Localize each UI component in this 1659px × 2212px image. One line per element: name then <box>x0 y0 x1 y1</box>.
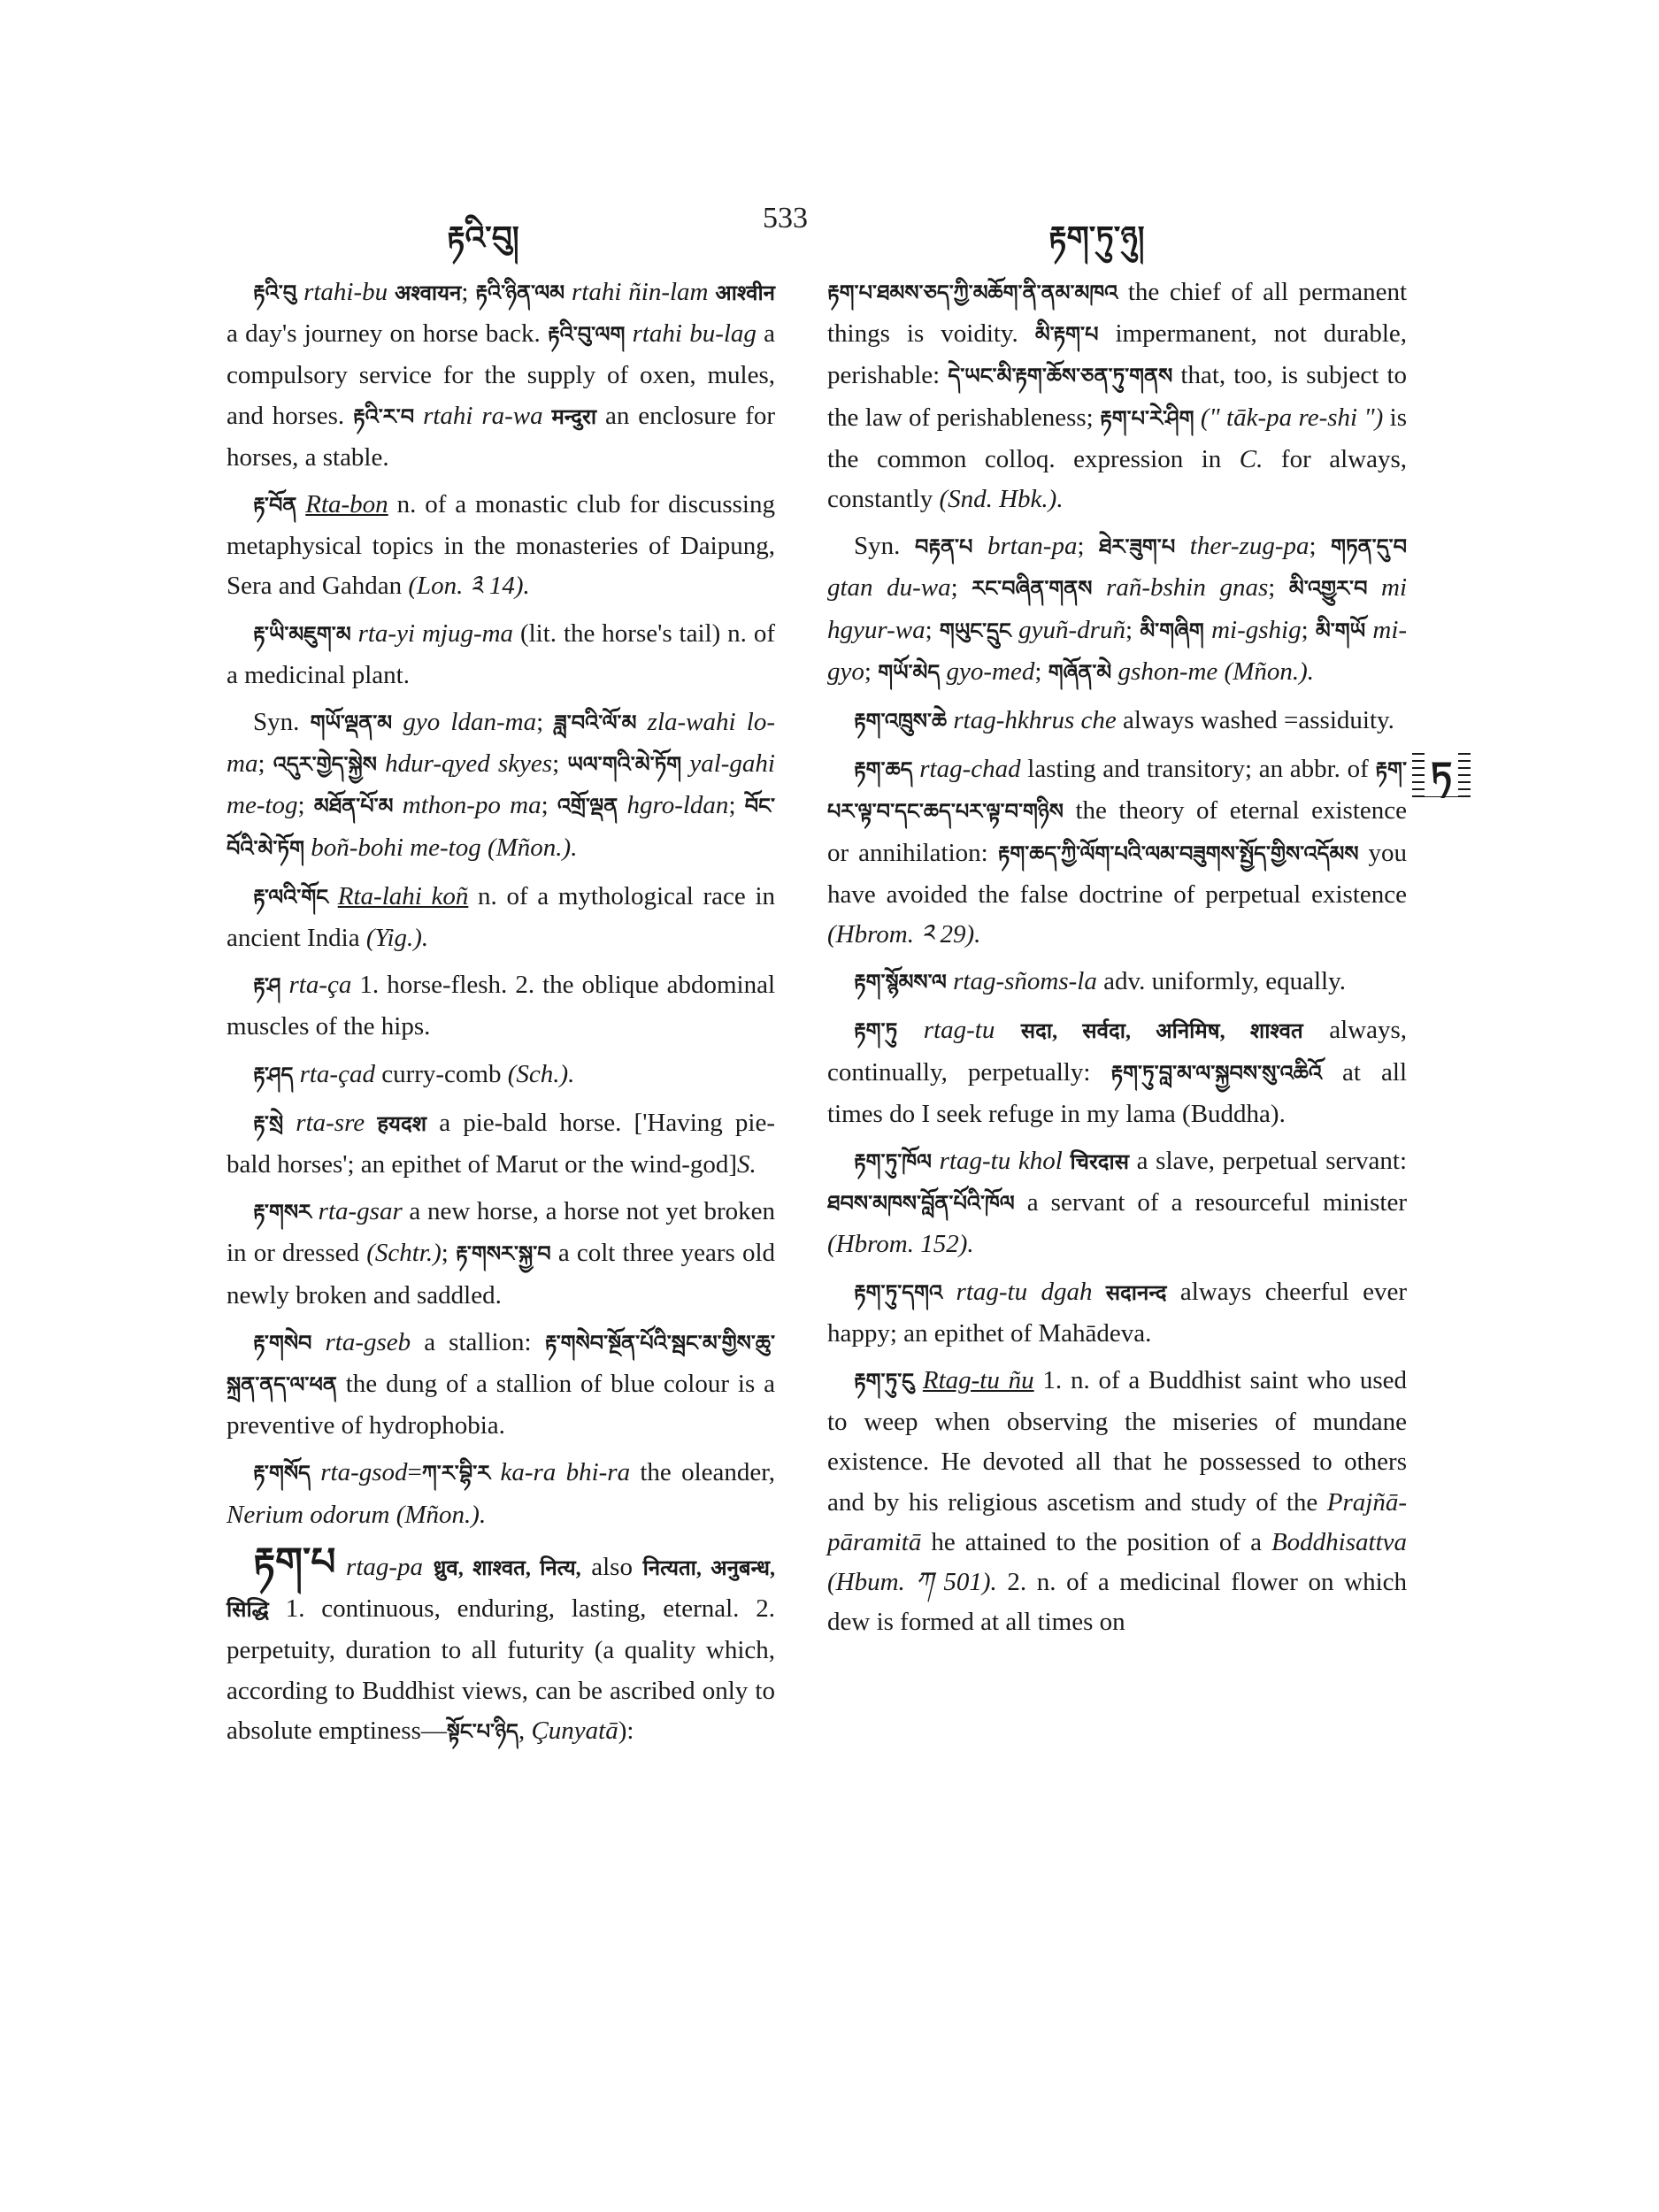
entry-rtag-snoms-la: རྟག་སྙོམས་ལ rtag-sñoms-la adv. uniformly, equally. <box>854 967 1346 996</box>
entry-rtag-tu: རྟག་ཏུ rtag-tu सदा, सर्वदा, अनिमिष, शाश्वत always, continually, perpetually: རྟག་ཏུ་བླ་མ་ལ་སྐྱབས་སུ་འཆིའོ at all times do I seek refuge in my lama (Buddha). <box>827 1016 1408 1128</box>
page-number: 533 <box>763 202 808 234</box>
header-left-headword: རྟའི་བུ། <box>447 219 519 257</box>
entry-rtahi-bu: རྟའི་བུ rtahi-bu अश्वायन; རྟའི་ཉིན་ལམ rtahi ñin-lam आश्वीन a day's journey on horse back. རྟའི་བུ་ལག rtahi bu-lag a compulsory service for the supply of oxen, mules, and horses. རྟའི་ར་བ rtahi ra-wa मन्दुरा an enclosure for horses, a stable. <box>227 278 776 472</box>
entry-syn-rtag-pa: Syn. བརྟན་པ brtan-pa; ཐེར་ཟུག་པ ther-zug-pa; གཏན་དུ་བ gtan du-wa; རང་བཞིན་གནས rañ-bshin gnas; མི་འགྱུར་བ mi hgyur-wa; གཡུང་དྲུང gyuñ-druñ; མི་གཞིག mi-gshig; མི་གཡོ mi-gyo; གཡོ་མེད gyo-med; གཞོན་མེ gshon-me (Mñon.). <box>827 532 1408 686</box>
left-column <box>227 273 775 1760</box>
entry-rta-cad: རྟ་ཤད rta-çad curry-comb (Sch.). <box>253 1059 575 1088</box>
thumb-index-letter: ཏ <box>1430 754 1453 798</box>
right-column <box>827 273 1407 1650</box>
entry-rta-bon: རྟ་བོན Rta-bon n. of a monastic club for discussing metaphysical topics in the monasteries of Daipung, Sera and Gahdan (Lon. ༣ 14). <box>227 490 775 601</box>
entry-rta-lahi-kon: རྟ་ལའི་གོང Rta-lahi koñ n. of a mythological race in ancient India (Yig.). <box>227 881 776 953</box>
entry-rtag-chad: རྟག་ཆད rtag-chad lasting and transitory; an abbr. of རྟག་པར་ལྟ་བ་དང་ཆད་པར་ལྟ་བ་གཉིས the theory of eternal existence or annihilation: རྟག་ཆད་ཀྱི་ལོག་པའི་ལམ་བཟུགས་སྤྱོད་གྱིས་འདོམས you have avoided the false doctrine of perpetual existence (Hbrom. ༢ 29). <box>827 755 1408 949</box>
entry-rtag-tu-nu: རྟག་ཏུ་ངུ Rtag-tu ñu 1. n. of a Buddhist saint who used to weep when observing the miseries of mundane existence. He devoted all that he possessed to others and by his religious ascetism and study of the Prajñā-pāramitā he attained to the position of a Boddhisattva (Hbum. ཀ 501). 2. n. of a medicinal flower on which dew is formed at all times on <box>827 1366 1408 1637</box>
entry-rta-sre: རྟ་སྲེ rta-sre हयदश a pie-bald horse. ['Having pie-bald horses'; an epithet of Marut or the wind-god]S. <box>227 1108 776 1179</box>
entry-rtag-tu-khol: རྟག་ཏུ་ཁོལ rtag-tu khol चिरदास a slave, perpetual servant: ཐབས་མཁས་བློན་པོའི་ཁོལ a servant of a resourceful minister (Hbrom. 152). <box>827 1147 1408 1259</box>
entry-rtag-tu-dgah: རྟག་ཏུ་དགའ rtag-tu dgah सदानन्द always cheerful ever happy; an epithet of Mahādeva. <box>827 1277 1408 1348</box>
entry-rta-gsod: རྟ་གསོད rta-gsod=ཀ་ར་བྷི་ར ka-ra bhi-ra the oleander, Nerium odorum (Mñon.). <box>227 1458 775 1529</box>
entry-rtag-pa: རྟག་པ rtag-pa ध्रुव, शाश्वत, नित्य, also नित्यता, अनुबन्ध, सिद्धि 1. continuous, enduring, lasting, eternal. 2. perpetuity, duration to all futurity (a quality which, according to Buddhist views, can be ascribed only to absolute emptiness—སྟོང་པ་ཉིད, Çunyatā): <box>227 1540 776 1745</box>
entry-rta-gseb: རྟ་གསེབ rta-gseb a stallion: རྟ་གསེབ་སྔོན་པོའི་སྦང་མ་གྱིས་ཆུ་སྐྲན་ནད་ལ་ཕན the dung of a stallion of blue colour is a preventive of hydrophobia. <box>227 1327 775 1440</box>
entry-rta-ca: རྟ་ཤ rta-ça 1. horse-flesh. 2. the oblique abdominal muscles of the hips. <box>227 971 776 1041</box>
entry-rtag-hkhrus-che: རྟག་འཁྲུས་ཆེ rtag-hkhrus che always washed =assiduity. <box>854 706 1394 735</box>
page-header <box>221 202 1407 257</box>
entry-rtag-pa-continued: རྟག་པ་ཐམས་ཅད་ཀྱི་མཆོག་ནི་ནམ་མཁའ the chief of all permanent things is voidity. མི་རྟག་པ impermanent, not durable, perishable: དེ་ཡང་མི་རྟག་ཆོས་ཅན་ཏུ་གནས that, too, is subject to the law of perishableness; རྟག་པ་རེ་ཤིག (" tāk-pa re-shi ") is the common colloq. expression in C. for always, constantly (Snd. Hbk.). <box>827 278 1408 514</box>
header-right-headword: རྟག་ཏུ་ཉུ། <box>1048 219 1145 257</box>
entry-syn-rta-yi: Syn. གཡོ་ལྡན་མ gyo ldan-ma; ཟླ་བའི་ལོ་མ zla-wahi lo-ma; འདུར་གྱེད་སྐྱེས hdur-qyed skyes; ཡལ་གའི་མེ་ཏོག yal-gahi me-tog; མཐོན་པོ་མ mthon-po ma; འགྲོ་ལྡན hgro-ldan; བོང་བོའི་མེ་ཏོག boñ-bohi me-tog (Mñon.). <box>227 708 776 862</box>
thumb-index-tab <box>1412 750 1471 798</box>
entry-rta-gsar: རྟ་གསར rta-gsar a new horse, a horse not yet broken in or dressed (Schtr.); རྟ་གསར་སྐྱ་བ a colt three years old newly broken and saddled. <box>227 1197 776 1310</box>
entry-rta-yi-mjug-ma: རྟ་ཡི་མཇུག་མ rta-yi mjug-ma (lit. the horse's tail) n. of a medicinal plant. <box>227 618 775 689</box>
